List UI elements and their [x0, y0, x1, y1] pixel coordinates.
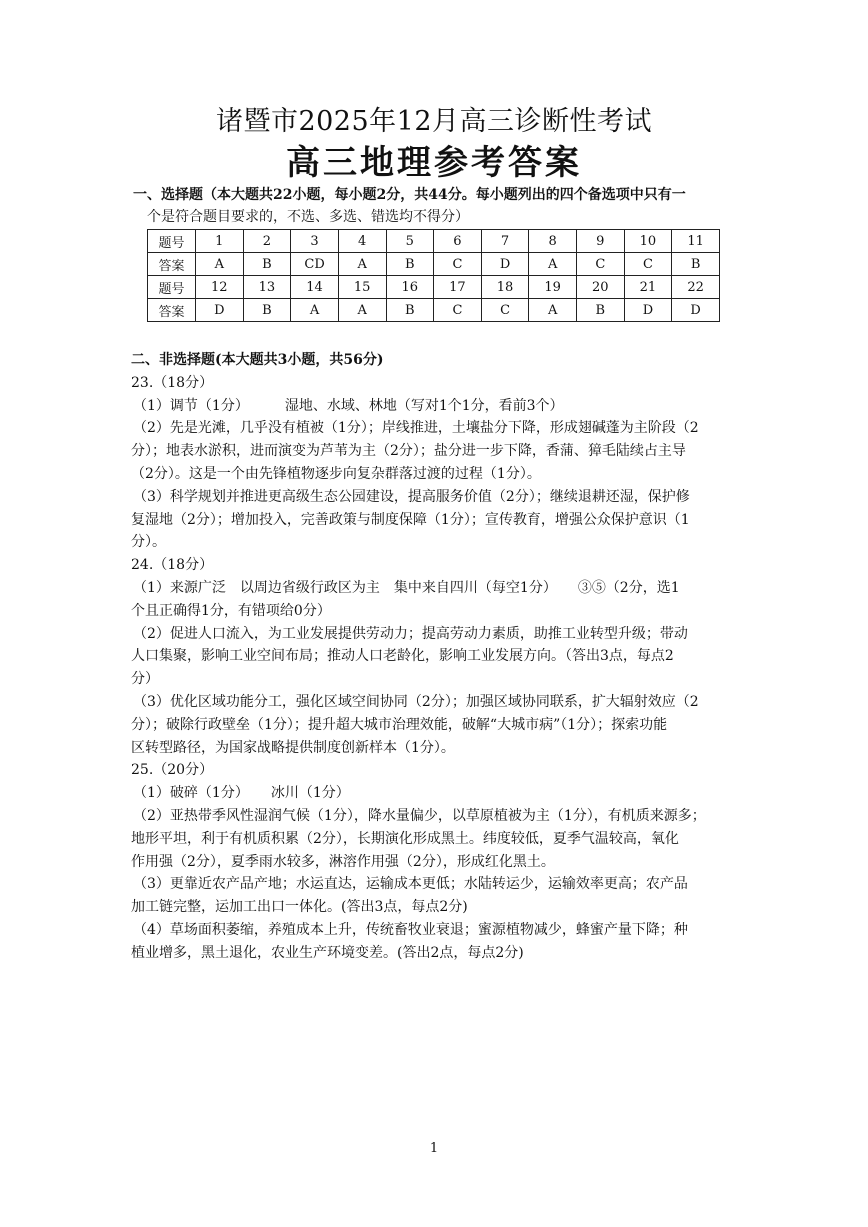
question-number: 14: [291, 276, 339, 299]
answer-cell: D: [481, 253, 529, 276]
row-label: 题号: [148, 276, 196, 299]
answer-line: （4）草场面积萎缩，养殖成本上升，传统畜牧业衰退；蜜源植物减少，蜂蜜产量下降；种: [133, 921, 688, 938]
question-number: 3: [291, 230, 339, 253]
question-number: 20: [577, 276, 625, 299]
answer-line: （2）促进人口流入，为工业发展提供劳动力；提高劳动力素质，助推工业转型升级；带动: [133, 625, 688, 642]
answer-cell: B: [386, 253, 434, 276]
question-number: 1: [196, 230, 244, 253]
answer-line: （2）亚热带季风性湿润气候（1分），降水量偏少，以草原植被为主（1分），有机质来源多；: [133, 807, 706, 824]
table-row: [148, 299, 720, 322]
answer-cell: A: [338, 253, 386, 276]
answer-cell: D: [672, 299, 720, 322]
table-row: [148, 230, 720, 253]
section-1-continuation: 个是符合题目要求的，不选、多选、错选均不得分）: [147, 209, 469, 225]
question-25-heading: 25.（20分）: [131, 762, 214, 779]
section-1-title: 一、选择题（本大题共22小题，每小题2分，共44分。每小题列出的四个备选项中只有一: [133, 187, 686, 203]
answer-line: 植业增多，黑土退化，农业生产环境变差。(答出2点，每点2分): [131, 944, 524, 961]
question-number: 4: [338, 230, 386, 253]
answer-cell: A: [529, 253, 577, 276]
answer-cell: B: [577, 299, 625, 322]
row-label: 答案: [148, 299, 196, 322]
table-row: [148, 253, 720, 276]
answer-cell: A: [529, 299, 577, 322]
answer-cell: D: [196, 299, 244, 322]
answer-line: 分）: [131, 671, 159, 688]
page-number: 1: [429, 1141, 439, 1156]
answer-cell: D: [624, 299, 672, 322]
question-number: 19: [529, 276, 577, 299]
question-23-heading: 23.（18分）: [131, 374, 214, 391]
answer-text: 冰川（1分）: [270, 785, 350, 802]
row-label: 题号: [148, 230, 196, 253]
question-number: 12: [196, 276, 244, 299]
question-number: 10: [624, 230, 672, 253]
answer-line: （3）科学规划并推进更高级生态公园建设，提高服务价值（2分）；继续退耕还湿，保护修: [133, 488, 690, 505]
answer-text: （1）破碎（1分）: [133, 785, 249, 802]
section-2-title: 二、非选择题(本大题共3小题，共56分): [131, 352, 384, 368]
answer-cell: C: [481, 299, 529, 322]
answer-line: 分）；破除行政壁垒（1分）；提升超大城市治理效能，破解“大城市病”（1分）；探索功能: [131, 716, 668, 733]
answer-cell: A: [196, 253, 244, 276]
answer-table: [147, 229, 720, 322]
answer-cell: B: [386, 299, 434, 322]
question-number: 8: [529, 230, 577, 253]
answer-text: （1）调节（1分）: [133, 397, 249, 414]
answer-key-title: 高三地理参考答案: [286, 143, 582, 183]
answer-cell: CD: [291, 253, 339, 276]
answer-line: （2分）。这是一个由先锋植物逐步向复杂群落过渡的过程（1分）。: [131, 465, 541, 482]
answer-line: [131, 395, 741, 418]
answer-cell: B: [243, 299, 291, 322]
answer-line: 作用强（2分），夏季雨水较多，淋溶作用强（2分），形成红化黑土。: [131, 853, 555, 870]
answer-line: 个且正确得1分，有错项给0分）: [131, 602, 331, 619]
answer-line: [131, 782, 741, 805]
question-number: 21: [624, 276, 672, 299]
question-number: 9: [577, 230, 625, 253]
answer-cell: C: [434, 299, 482, 322]
answer-line: 分）。: [131, 534, 166, 551]
question-number: 5: [386, 230, 434, 253]
answer-line: 复湿地（2分）；增加投入，完善政策与制度保障（1分）；宣传教育，增强公众保护意识（1: [131, 511, 690, 528]
question-number: 17: [434, 276, 482, 299]
answer-cell: A: [291, 299, 339, 322]
question-number: 7: [481, 230, 529, 253]
answer-cell: A: [338, 299, 386, 322]
answer-line: 地形平坦，利于有机质积累（2分），长期演化形成黑土。纬度较低，夏季气温较高，氧化: [131, 830, 679, 847]
answer-cell: B: [672, 253, 720, 276]
question-number: 6: [434, 230, 482, 253]
question-number: 22: [672, 276, 720, 299]
section-2: [131, 349, 741, 965]
answer-cell: C: [624, 253, 672, 276]
answer-cell: B: [243, 253, 291, 276]
exam-title: 诸暨市2025年12月高三诊断性考试: [215, 106, 653, 137]
question-number: 15: [338, 276, 386, 299]
answer-text: 湿地、水域、林地（写对1个1分，看前3个）: [284, 397, 564, 414]
answer-line: 分）；地表水淤积，进而演变为芦苇为主（2分）；盐分进一步下降，香蒲、獐毛陆续占主导: [131, 443, 686, 460]
answer-cell: C: [577, 253, 625, 276]
answer-line: （3）优化区域功能分工，强化区域空间协同（2分）；加强区域协同联系，扩大辐射效应（2: [133, 693, 699, 710]
answer-cell: C: [434, 253, 482, 276]
answer-line: （2）先是光滩，几乎没有植被（1分）；岸线推进，土壤盐分下降，形成翅碱蓬为主阶段（2: [133, 420, 699, 437]
question-number: 18: [481, 276, 529, 299]
question-24-heading: 24.（18分）: [131, 557, 214, 574]
answer-line: 加工链完整，运加工出口一体化。(答出3点，每点2分): [131, 899, 468, 916]
table-row: [148, 276, 720, 299]
section-1-heading: [133, 184, 743, 228]
answer-line: （1）来源广泛 以周边省级行政区为主 集中来自四川（每空1分） ③⑤（2分，选1: [133, 579, 680, 596]
question-number: 2: [243, 230, 291, 253]
question-number: 13: [243, 276, 291, 299]
question-number: 16: [386, 276, 434, 299]
answer-line: 区转型路径，为国家战略提供制度创新样本（1分）。: [131, 739, 455, 756]
answer-line: 人口集聚，影响工业空间布局；推动人口老龄化，影响工业发展方向。（答出3点，每点2: [131, 648, 674, 665]
row-label: 答案: [148, 253, 196, 276]
answer-line: （3）更靠近农产品产地；水运直达，运输成本更低；水陆转运少，运输效率更高；农产品: [133, 876, 688, 893]
question-number: 11: [672, 230, 720, 253]
